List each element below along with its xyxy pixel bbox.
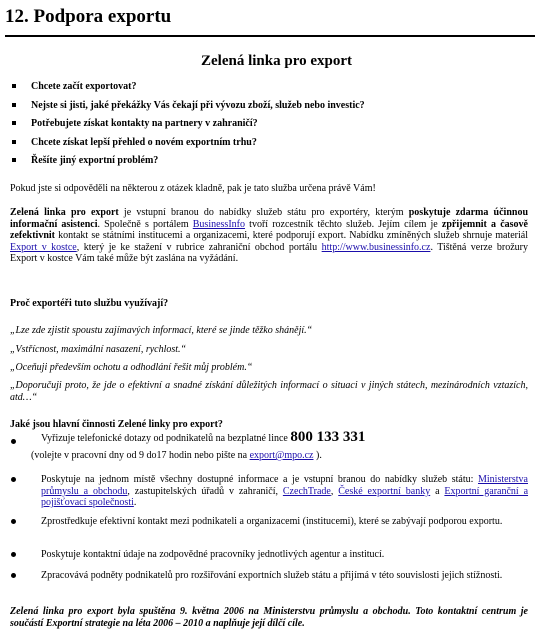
square-bullet-icon — [12, 84, 16, 88]
list-item: Chcete začít exportovat? — [10, 81, 530, 100]
egap-link[interactable]: Exportní garanční a pojišťovací společnosti — [41, 485, 529, 509]
list-item: Potřebujete získat kontakty na partnery v zahraničí? — [10, 118, 530, 137]
testimonial-quote: „Doporučuji proto, že jde o efektivní a snadné získání důležitých informací o situaci v jiných státech, mezinárodních vztazích, atd…“ — [10, 380, 528, 403]
intro-paragraph: Pokud jste si odpověděli na některou z otázek kladně, pak je tato služba určena právě Vám! — [10, 183, 376, 194]
testimonial-quote: „Oceňuji především ochotu a odhodlání řešit můj problém.“ — [10, 362, 253, 373]
square-bullet-icon — [12, 140, 16, 144]
email-link[interactable]: export@mpo.cz — [249, 450, 314, 461]
round-bullet-icon — [11, 552, 16, 557]
list-item: Řešíte jiný exportní problém? — [10, 155, 530, 174]
list-item: Nejste si jisti, jaké překážky Vás čekají při vývozu zboží, služeb nebo investic? — [10, 100, 530, 119]
service-name: Zelená linka pro export — [10, 207, 119, 218]
square-bullet-icon — [12, 103, 16, 107]
why-heading: Proč exportéři tuto službu využívají? — [10, 298, 169, 309]
list-item: Chcete získat lepší přehled o novém exportním trhu? — [10, 137, 530, 156]
description-paragraph: Zelená linka pro export je vstupní branou do nabídky služeb státu pro exportéry, kterým poskytuje zdarma účinnou informační asistenci. Společně s portálem BusinessInfo tvoří rozcestník těchto služeb. Jejím cílem je zpřijemnit a časově zefektivnit kontakt se státními institucemi a organizacemi, které podporují export. Nabídku zmíněných služeb shrnuje materiál Export v kostce, který je ke stažení v rubrice zahraniční obchod portálu http://www.businessinfo.cz. Tištěná verze brožury Export v kostce Vám také může být zaslána na vyžádání. — [10, 207, 529, 265]
testimonial-quote: „Lze zde zjistit spoustu zajímavých informací, které se jinde těžko shánějí.“ — [10, 325, 313, 336]
section-heading: Zelená linka pro export — [201, 53, 352, 69]
square-bullet-icon — [12, 158, 16, 162]
round-bullet-icon — [11, 477, 16, 482]
chapter-title: 12. Podpora exportu — [5, 6, 172, 27]
hotline-phone-number: 800 133 331 — [290, 429, 366, 445]
duties-heading: Jaké jsou hlavní činnosti Zelené linky pro export? — [10, 419, 223, 430]
export-v-kostce-link[interactable]: Export v kostce — [10, 241, 77, 253]
title-divider — [5, 35, 535, 37]
ministry-link[interactable]: Ministerstva průmyslu a obchodu — [41, 474, 528, 497]
footer-note: Zelená linka pro export byla spuštěna 9. května 2006 na Ministerstvu průmyslu a obchodu. Toto kontaktní centrum je součástí Exportní strategie na léta 2006 – 2010 a naplňuje její dílčí cíle. — [10, 606, 528, 629]
round-bullet-icon — [11, 519, 16, 524]
document-page: 12. Podpora exportu Zelená linka pro export Chcete začít exportovat? Nejste si jisti, jaké překážky Vás čekají při vývozu zboží, služeb nebo investic? Potřebujete získat kontakty na partnery v zahraničí? Chcete získat lepší přehled o novém exportním trhu? Řešíte jiný exportní problém? Pokud jste si odpověděli na některou z otázek kladně, pak je tato služba určena právě Vám! Zelená linka pro export je vstupní branou do nabídky služeb státu pro exportéry, kterým poskytuje zdarma účinnou informační asistenci. Společně s portálem BusinessInfo tvoří rozcestník těchto služeb. Jejím cílem je zpřijemnit a časově zefektivnit kontakt se státními institucemi a organizacemi, které podporují export. Nabídku zmíněných služeb shrnuje materiál Export v kostce, který je ke stažení v rubrice zahraniční obchod portálu http://www.businessinfo.cz. Tištěná verze brožury Export v kostce Vám také může být zaslána na vyžádání. Proč exportéři tuto službu využívají? „Lze zde zjistit spoustu zajímavých informací, které se jinde těžko shánějí.“ „Vstřícnost, maximální nasazení, rychlost.“ „Oceňuji především ochotu a odhodlání řešit můj problém.“ „Doporučuji proto, že jde o efektivní a snadné získání důležitých informací o situaci v jiných státech, mezinárodních vztazích, atd…“ Jaké jsou hlavní činnosti Zelené linky pro export? Vyřizuje telefonické dotazy od podnikatelů na bezplatné lince 800 133 331 (volejte v pracovní dny od 9 do17 hodin nebo pište na export@mpo.cz ). Poskytuje na jednom místě všechny dostupné informace a je vstupní branou do nabídky služeb státu: Ministerstva průmyslu a obchodu, zastupitelských úřadů v zahraničí, CzechTrade, České exportní banky a Exportní garanční a pojišťovací společnosti. Zprostředkuje efektivní kontakt mezi podnikateli a organizacemi (institucemi), které se zabývají podporou exportu. Poskytuje kontaktní údaje na zodpovědné pracovníky jednotlivých agentur a institucí. Zpracovává podněty podnikatelů pro rozšiřování exportních služeb státu a přijímá v této souvislosti jejich stížnosti. Zelená linka pro export byla spuštěna 9. května 2006 na Ministerstvu průmyslu a obchodu. Toto kontaktní centrum je součástí Exportní strategie na léta 2006 – 2010 a naplňuje její dílčí cíle. — [0, 0, 553, 637]
export-bank-link[interactable]: České exportní banky — [338, 485, 431, 497]
czechtrade-link[interactable]: CzechTrade — [282, 485, 331, 497]
businessinfo-link[interactable]: BusinessInfo — [192, 218, 245, 230]
question-list — [10, 81, 530, 174]
round-bullet-icon — [11, 439, 16, 444]
square-bullet-icon — [12, 121, 16, 125]
businessinfo-url-link[interactable]: http://www.businessinfo.cz — [321, 241, 431, 253]
testimonial-quote: „Vstřícnost, maximální nasazení, rychlost.“ — [10, 344, 187, 355]
round-bullet-icon — [11, 573, 16, 578]
